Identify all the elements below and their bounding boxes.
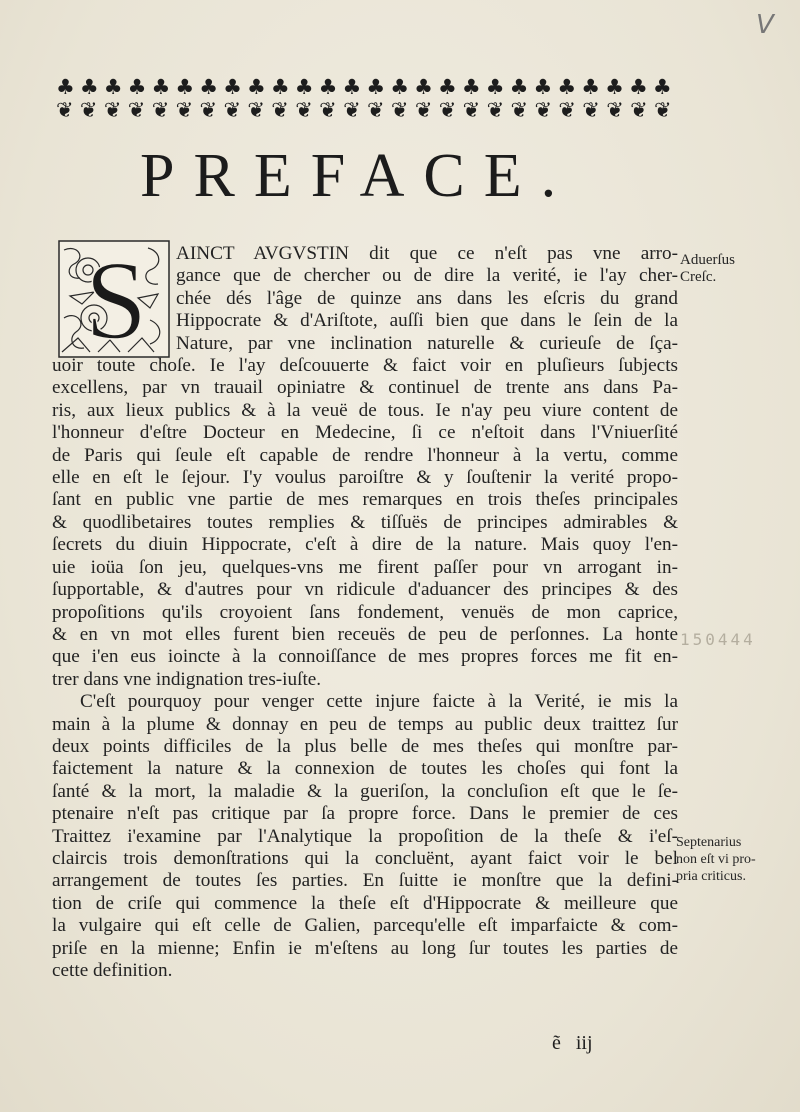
ornament-fleuron-icon: ♣: [629, 76, 648, 99]
text-line: AINCT AVGVSTIN dit que ce n'eſt pas vne arro-: [176, 243, 678, 264]
text-line: arrangement de toutes ſes parties. En ſuitte ie monſtre que la defini-: [52, 870, 678, 892]
margin-note-line: non eſt vi pro-: [676, 852, 756, 867]
text-line: Nature, par vne inclination naturelle & curieuſe de ſça-: [176, 332, 678, 354]
ornament-fleuron-icon: ❦: [247, 98, 265, 122]
ornament-row-top: [56, 76, 672, 99]
ornament-fleuron-icon: ❦: [534, 98, 553, 122]
ornament-row-bottom: [56, 99, 672, 122]
ornament-fleuron-icon: ♣: [294, 76, 314, 99]
margin-note-line: Creſc.: [680, 269, 717, 285]
text-line: C'eſt pourquoy pour venger cette injure faicte à la Verité, ie mis la: [80, 691, 678, 713]
text-line: uie ioüa ſon jeu, quelques-vns me firent paſſer pour vn arrogant in-: [52, 556, 678, 578]
ornament-fleuron-icon: ❦: [271, 98, 289, 122]
ornament-fleuron-icon: ❦: [414, 98, 433, 122]
text-line: ſupportable, & d'autres pour vn ridicule d'aduancer des principes & des: [52, 579, 678, 601]
ornament-fleuron-icon: ❦: [343, 98, 361, 122]
text-line: cette definition.: [52, 960, 173, 981]
ornament-fleuron-icon: ♣: [485, 76, 505, 99]
text-line: Traittez i'examine par l'Analytique la propoſition de la theſe & i'eſ-: [52, 825, 678, 847]
text-line: deux points difficiles de la plus belle de mes theſes qui monſtre par-: [52, 735, 678, 757]
ornament-fleuron-icon: ♣: [79, 76, 99, 99]
ornament-fleuron-icon: ❦: [582, 98, 600, 122]
ornament-fleuron-icon: ❦: [56, 98, 74, 122]
ornament-fleuron-icon: ♣: [438, 76, 457, 99]
ornament-fleuron-icon: ♣: [318, 76, 338, 99]
text-line: gance que de chercher ou de dire la verité, ie l'ay cher-: [176, 265, 678, 287]
ornament-fleuron-icon: ♣: [366, 76, 386, 99]
ornament-fleuron-icon: ♣: [103, 76, 123, 99]
ornament-fleuron-icon: ❦: [630, 98, 648, 122]
ornament-fleuron-icon: ♣: [223, 76, 242, 99]
text-line: chée dés l'âge de quinze ans dans les eſcris du grand: [176, 287, 678, 309]
page-title: PREFACE.: [140, 142, 576, 210]
margin-note-septenarius: [676, 834, 756, 885]
text-line: & quodlibetaires toutes remplies & tiſſuës de principes admirables &: [52, 511, 678, 533]
text-line: Hippocrate & d'Ariſtote, auſſi bien que dans le ſein de la: [176, 310, 678, 332]
ornament-fleuron-icon: ♣: [605, 76, 624, 99]
ornament-fleuron-icon: ♣: [581, 76, 601, 99]
margin-note-aduersus: [680, 252, 735, 286]
ornament-fleuron-icon: ♣: [652, 76, 672, 99]
text-line: ſant en public vne partie de mes remarques en trois theſes principales: [52, 489, 678, 511]
ornament-fleuron-icon: ❦: [438, 98, 457, 122]
folio-mark: V: [756, 10, 774, 40]
library-stamp-number: 150444: [680, 630, 756, 649]
ornament-fleuron-icon: ♣: [509, 76, 529, 99]
ornament-fleuron-icon: ♣: [461, 76, 481, 99]
ornament-fleuron-icon: ❦: [199, 98, 218, 122]
ornament-fleuron-icon: ❦: [462, 98, 481, 122]
text-line: elle en eſt le ſejour. I'y voulus paroiſtre & y ſouſtenir la verité propo-: [52, 467, 678, 489]
ornament-fleuron-icon: ♣: [557, 76, 577, 99]
ornament-fleuron-icon: ❦: [366, 98, 385, 122]
text-line: ptenaire n'eſt pas critique par ſa propre force. Dans le premier de ces: [52, 803, 678, 825]
ornament-fleuron-icon: ❦: [151, 98, 170, 122]
text-line: de Paris qui ſeule eſt capable de rendre l'honneur à la vertu, comme: [52, 444, 678, 466]
ornament-fleuron-icon: ❦: [486, 98, 505, 122]
text-line: claircis trois demonſtrations qui la concluënt, ayant faict voir le bel: [52, 847, 678, 869]
ornament-fleuron-icon: ❦: [103, 98, 122, 122]
text-line: main à la plume & donnay en peu de temps au public deux traittez ſur: [52, 713, 678, 735]
ornament-fleuron-icon: ❦: [654, 98, 672, 122]
body-text: [52, 243, 678, 982]
ornament-fleuron-icon: ♣: [247, 76, 266, 99]
ornament-fleuron-icon: ❦: [319, 98, 337, 122]
dropcap-letter: S: [84, 240, 148, 358]
text-line: & en vn mot elles furent bien receuës de peu de perſonnes. La honte: [52, 623, 678, 645]
ornament-fleuron-icon: ♣: [175, 76, 195, 99]
ornament-fleuron-icon: ♣: [390, 76, 410, 99]
text-line: ſanté & la mort, la maladie & la gueriſon, la concluſion eſt que le ſe-: [52, 780, 678, 802]
ornament-fleuron-icon: ❦: [175, 98, 194, 122]
text-line: la vulgaire qui eſt celle de Galien, parcequ'elle eſt imparfaicte & com-: [52, 915, 678, 937]
ornament-fleuron-icon: ♣: [199, 76, 219, 99]
text-line: uoir toute choſe. Ie l'ay deſcouuerte & faict voir en pluſieurs ſubjects: [52, 355, 678, 377]
text-line: ſecrets du diuin Hippocrate, c'eſt à dire de la nature. Mais quoy l'en-: [52, 534, 678, 556]
margin-note-line: Septenarius: [676, 835, 742, 850]
ornament-fleuron-icon: ❦: [295, 98, 313, 122]
text-line: excellens, par vn trauail opiniatre & continuel de trente ans dans Pa-: [52, 377, 678, 399]
ornament-fleuron-icon: ♣: [151, 76, 171, 99]
ornament-fleuron-icon: ♣: [127, 76, 147, 99]
ornament-fleuron-icon: ♣: [342, 76, 362, 99]
ornament-fleuron-icon: ❦: [223, 98, 242, 122]
text-line: tion de criſe qui commence la theſe eſt d'Hippocrate & meilleure que: [52, 892, 678, 914]
ornament-fleuron-icon: ❦: [390, 98, 409, 122]
text-line: l'honneur d'eſtre Docteur en Medecine, ſi ce n'eſtoit dans l'Vniuerſité: [52, 422, 678, 444]
ornament-fleuron-icon: ❦: [79, 98, 98, 122]
ornament-fleuron-icon: ❦: [606, 98, 624, 122]
text-line: propoſitions qu'ils croyoient ſans fondement, venuës de mon caprice,: [52, 601, 678, 623]
text-line: faictement la nature & la connexion de toutes les choſes qui font la: [52, 758, 678, 780]
text-line: priſe en la mienne; Enfin ie m'eſtens au long ſur toutes les parties de: [52, 937, 678, 959]
headpiece-ornament: [56, 76, 672, 122]
ornament-fleuron-icon: ♣: [270, 76, 290, 99]
text-line: ris, aux lieux publics & à la veuë de tous. Ie n'ay peu viure content de: [52, 399, 678, 421]
signature-mark: ẽ iij: [552, 1032, 593, 1054]
ornament-fleuron-icon: ❦: [558, 98, 576, 122]
ornament-fleuron-icon: ❦: [510, 98, 529, 122]
margin-note-line: pria criticus.: [676, 869, 746, 884]
ornament-fleuron-icon: ❦: [127, 98, 146, 122]
margin-note-line: Aduerſus: [680, 252, 735, 268]
text-line: trer dans vne indignation tres-iuſte.: [52, 668, 322, 690]
ornament-fleuron-icon: ♣: [414, 76, 433, 99]
ornament-fleuron-icon: ♣: [56, 76, 75, 99]
text-line: que i'en eus ioincte à la connoiſſance de mes propres forces me fit en-: [52, 646, 678, 668]
ornament-fleuron-icon: ♣: [533, 76, 553, 99]
